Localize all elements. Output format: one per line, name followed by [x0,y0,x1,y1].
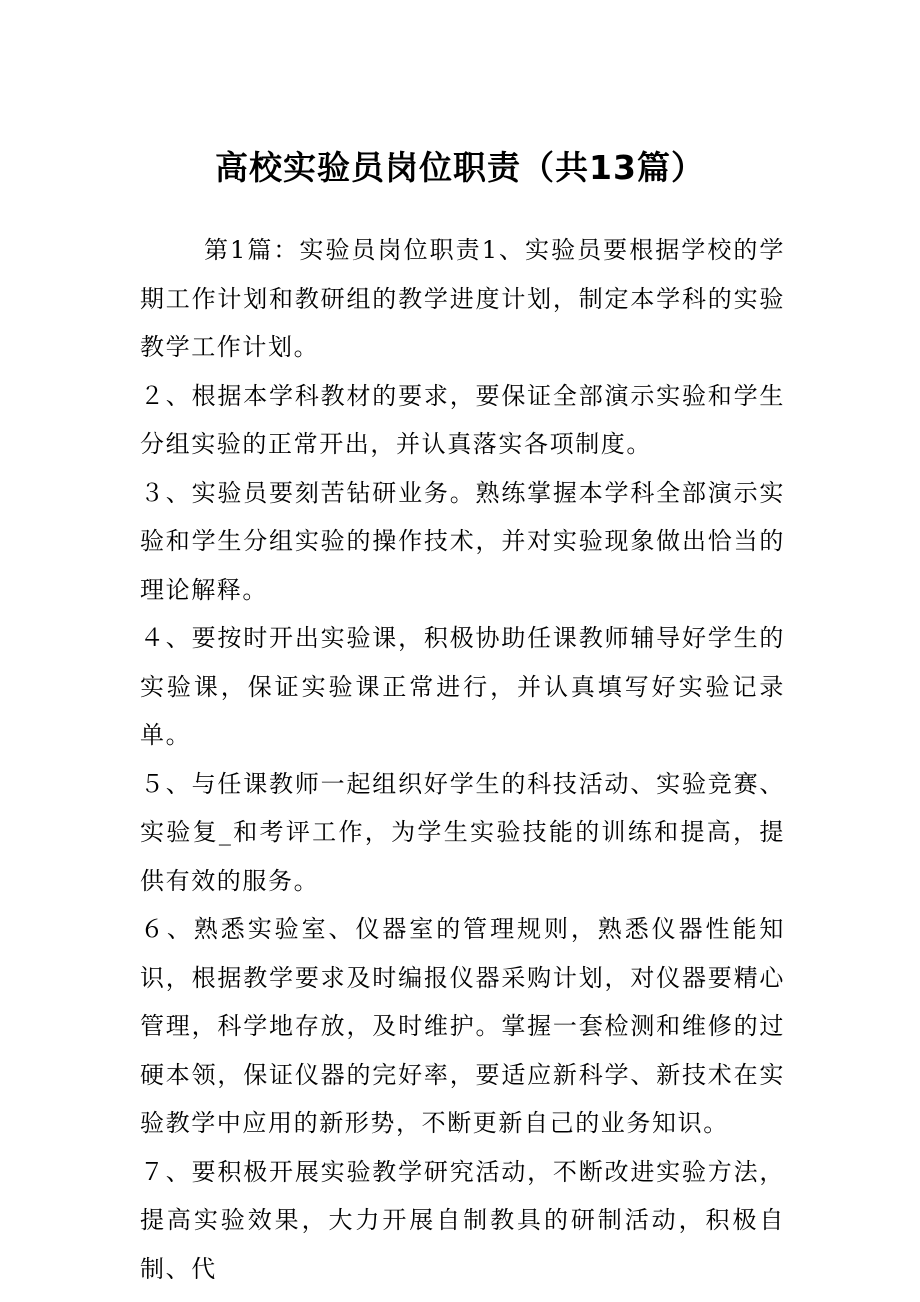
paragraph-6: ６、熟悉实验室、仪器室的管理规则，熟悉仪器性能知识，根据教学要求及时编报仪器采购计划，对仪器要精心管理，科学地存放，及时维护。掌握一套检测和维修的过硬本领，保证仪器的完好率，要适应新科学、新技术在实验教学中应用的新形势，不断更新自己的业务知识。 [140,915,785,1137]
paragraph-2: ２、根据本学科教材的要求，要保证全部演示实验和学生分组实验的正常开出，并认真落实各项制度。 [140,381,785,458]
paragraph-3: ３、实验员要刻苦钻研业务。熟练掌握本学科全部演示实验和学生分组实验的操作技术，并对实验现象做出恰当的理论解释。 [140,478,785,604]
paragraph-5: ５、与任课教师一起组织好学生的科技活动、实验竞赛、实验复_和考评工作，为学生实验技能的训练和提高，提供有效的服务。 [140,769,785,895]
paragraph-4: ４、要按时开出实验课，积极协助任课教师辅导好学生的实验课，保证实验课正常进行，并认真填写好实验记录单。 [140,624,785,749]
document-body [140,226,785,1293]
document-title: 高校实验员岗位职责（共13篇） [215,148,705,187]
paragraph-1: 第1篇：实验员岗位职责1、实验员要根据学校的学期工作计划和教研组的教学进度计划，制定本学科的实验教学工作计划。 [140,236,785,361]
paragraph-7: ７、要积极开展实验教学研究活动，不断改进实验方法，提高实验效果，大力开展自制教具的研制活动，积极自制、代 [140,1157,785,1283]
